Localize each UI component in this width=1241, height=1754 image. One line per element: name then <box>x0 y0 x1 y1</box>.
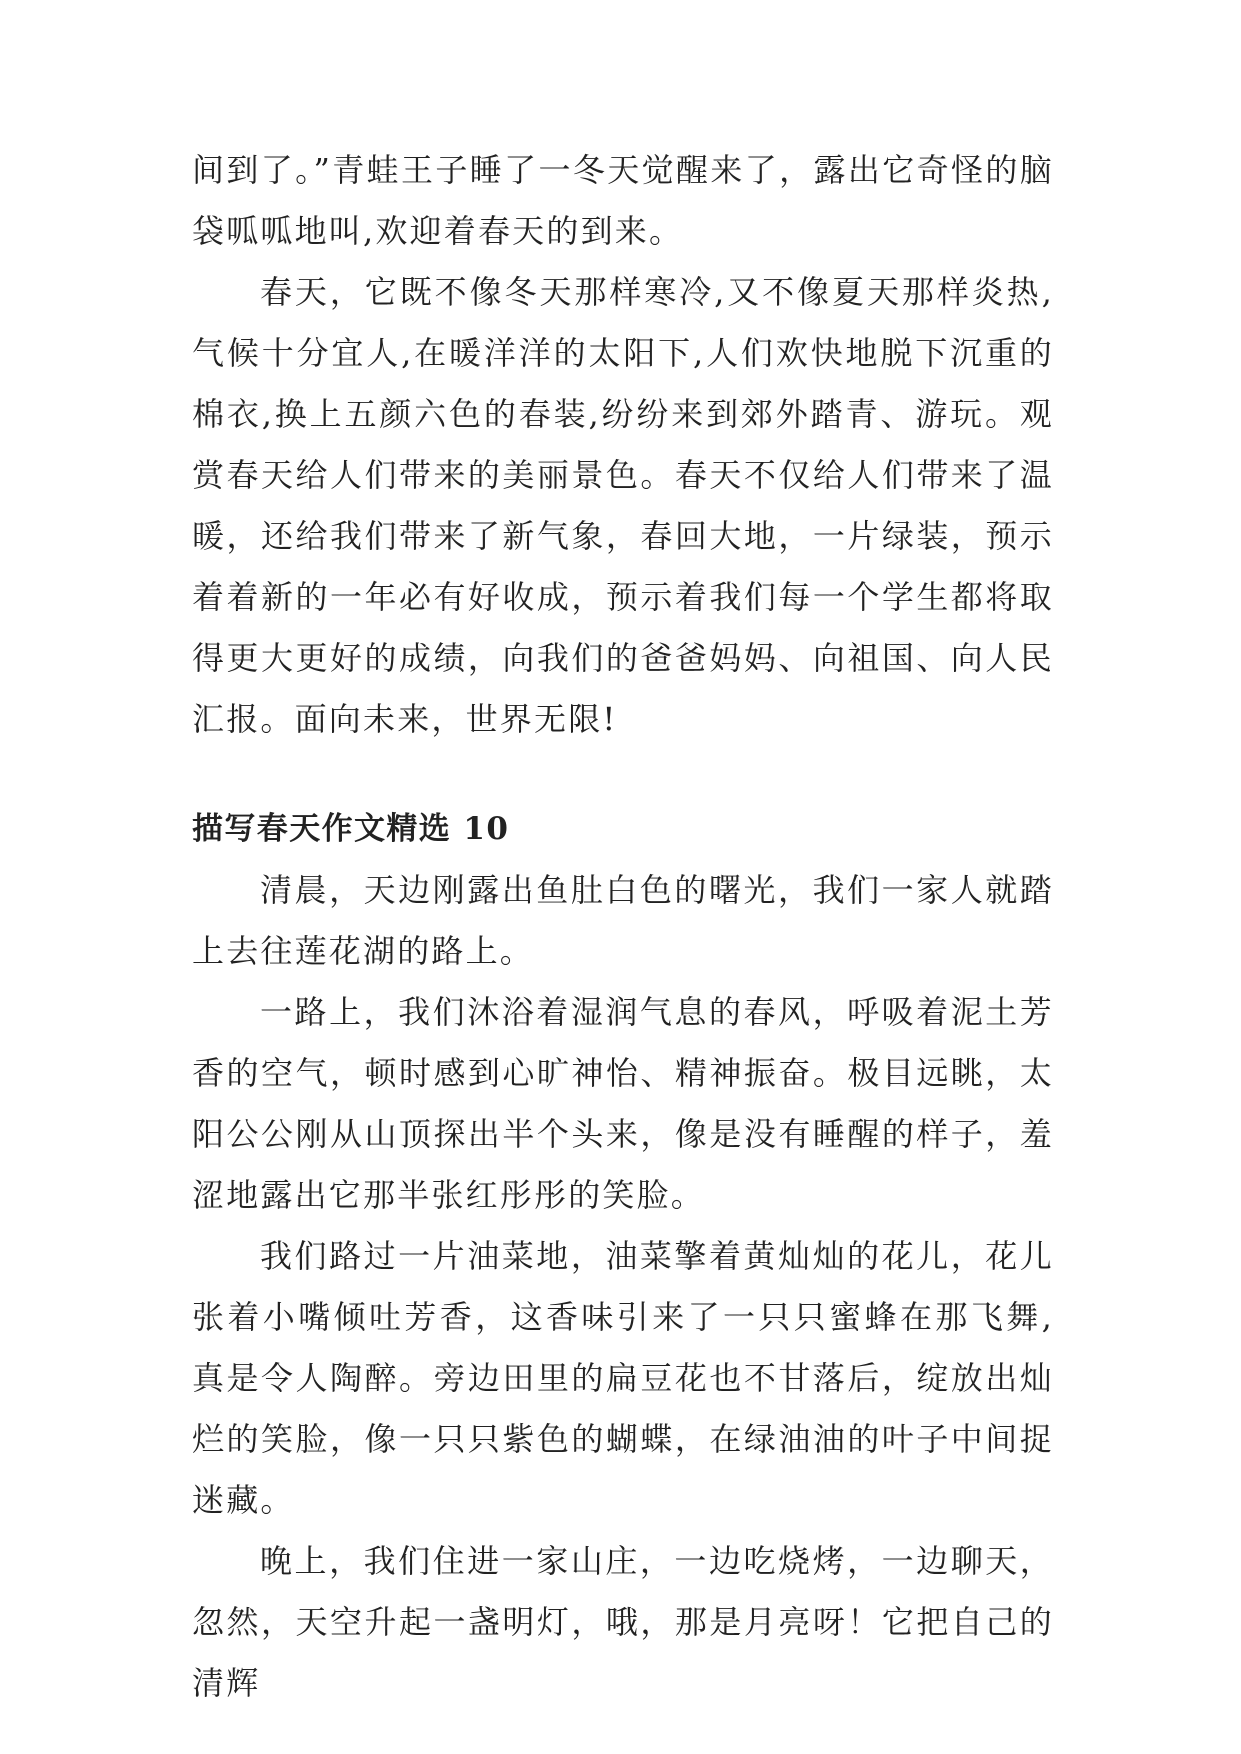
paragraph: 我们路过一片油菜地，油菜擎着黄灿灿的花儿，花儿张着小嘴倾吐芳香，这香味引来了一只只蜜蜂在那飞舞,真是令人陶醉。旁边田里的扁豆花也不甘落后，绽放出灿烂的笑脸，像一只只紫色的蝴蝶，在绿油油的叶子中间捉迷藏。 <box>192 1237 1054 1519</box>
paragraph: 晚上，我们住进一家山庄，一边吃烧烤，一边聊天，忽然，天空升起一盏明灯，哦，那是月亮呀！它把自己的清辉 <box>192 1542 1054 1702</box>
paragraph: 清晨，天边刚露出鱼肚白色的曙光，我们一家人就踏上去往莲花湖的路上。 <box>192 871 1054 970</box>
section-title: 描写春天作文精选 10 <box>192 811 510 847</box>
paragraph: 间到了。”青蛙王子睡了一冬天觉醒来了，露出它奇怪的脑袋呱呱地叫,欢迎着春天的到来。 <box>192 151 1054 250</box>
document-page <box>192 140 1054 1714</box>
paragraph: 春天，它既不像冬天那样寒冷,又不像夏天那样炎热,气候十分宜人,在暖洋洋的太阳下,人们欢快地脱下沉重的棉衣,换上五颜六色的春装,纷纷来到郊外踏青、游玩。观赏春天给人们带来的美丽景色。春天不仅给人们带来了温暖，还给我们带来了新气象，春回大地，一片绿装，预示着着新的一年必有好收成，预示着我们每一个学生都将取得更大更好的成绩，向我们的爸爸妈妈、向祖国、向人民汇报。面向未来，世界无限! <box>192 273 1054 738</box>
paragraph: 一路上，我们沐浴着湿润气息的春风，呼吸着泥土芳香的空气，顿时感到心旷神怡、精神振奋。极目远眺，太阳公公刚从山顶探出半个头来，像是没有睡醒的样子，羞涩地露出它那半张红彤彤的笑脸。 <box>192 993 1054 1214</box>
